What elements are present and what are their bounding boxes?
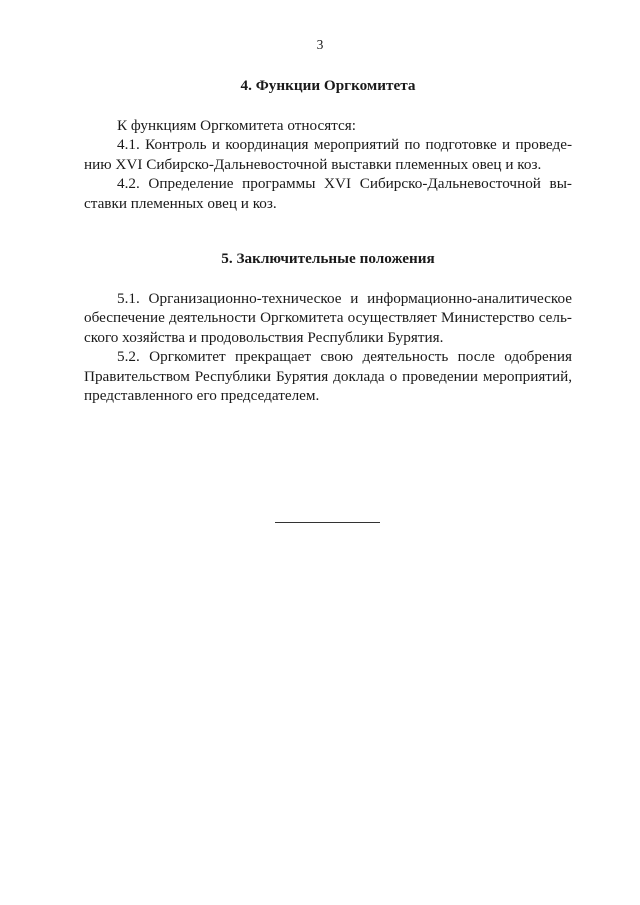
- section-4-item-2-line-1: 4.2. Определение программы XVI Сибирско-Дальневосточной вы-: [117, 175, 572, 192]
- closing-rule: [275, 522, 380, 523]
- section-5-item-1-line-2: обеспечение деятельности Оргкомитета осуществляет Министерство сель-: [84, 309, 572, 326]
- section-5-item-2-line-1: 5.2. Оргкомитет прекращает свою деятельность после одобрения: [117, 348, 572, 365]
- section-5-item-1-line-1: 5.1. Организационно-техническое и информационно-аналитическое: [117, 289, 572, 307]
- section-4-body: [84, 116, 572, 214]
- section-4-title: 4. Функции Оргкомитета: [240, 77, 416, 94]
- section-4-item-2-line-2: ставки племенных овец и коз.: [84, 194, 277, 212]
- page-number: 3: [316, 37, 324, 52]
- section-gap: [84, 213, 572, 249]
- section-5-title: 5. Заключительные положения: [221, 250, 435, 267]
- section-5-body: [84, 289, 572, 406]
- section-4-item-1-line-1: 4.1. Контроль и координация мероприятий по подготовке и проведе-: [117, 136, 572, 153]
- document-body: [84, 76, 572, 406]
- section-5-item-1-line-3: ского хозяйства и продовольствия Республики Бурятия.: [84, 328, 444, 346]
- section-5-item-2-line-2: Правительством Республики Бурятия доклада о проведении мероприятий,: [84, 367, 572, 385]
- section-5-item-2-line-3: представленного его председателем.: [84, 387, 320, 404]
- section-4-intro: К функциям Оргкомитета относятся:: [117, 116, 356, 134]
- section-4-item-1-line-2: нию XVI Сибирско-Дальневосточной выставки племенных овец и коз.: [84, 155, 542, 173]
